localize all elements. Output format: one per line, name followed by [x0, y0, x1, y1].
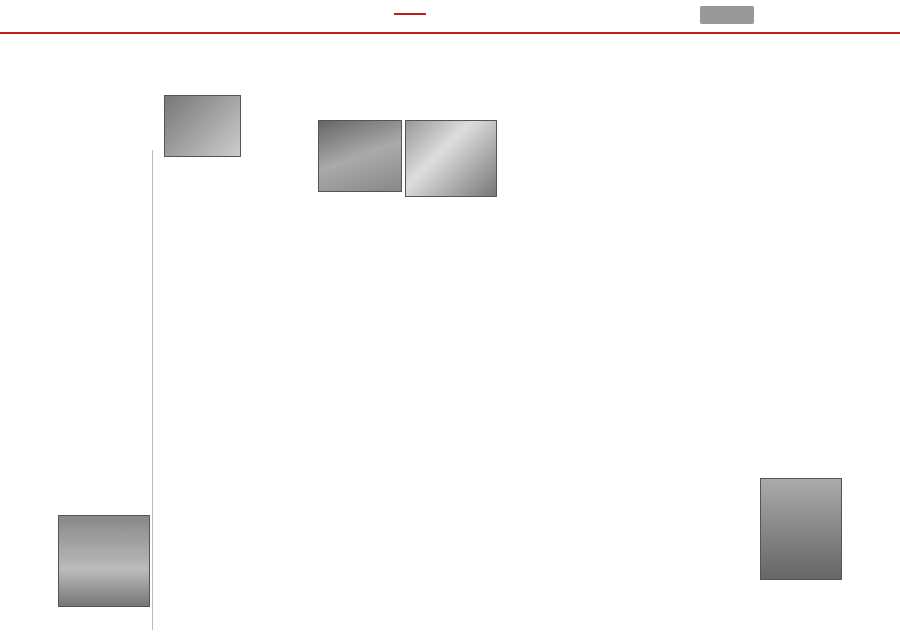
story2-body	[195, 160, 257, 620]
column-divider	[152, 150, 153, 630]
header-rule	[0, 32, 900, 34]
story4-photo	[405, 120, 497, 197]
page-number	[700, 6, 754, 24]
story5-photo	[760, 478, 842, 580]
story3-body-b	[318, 255, 430, 625]
story4-body	[436, 195, 506, 625]
story1-photo	[58, 515, 150, 607]
story5-body	[688, 60, 840, 180]
story4-body-b	[560, 160, 632, 625]
story3-photo	[318, 120, 402, 192]
section-tag	[332, 0, 488, 30]
story2-photo	[164, 95, 241, 157]
section-title	[394, 13, 426, 15]
